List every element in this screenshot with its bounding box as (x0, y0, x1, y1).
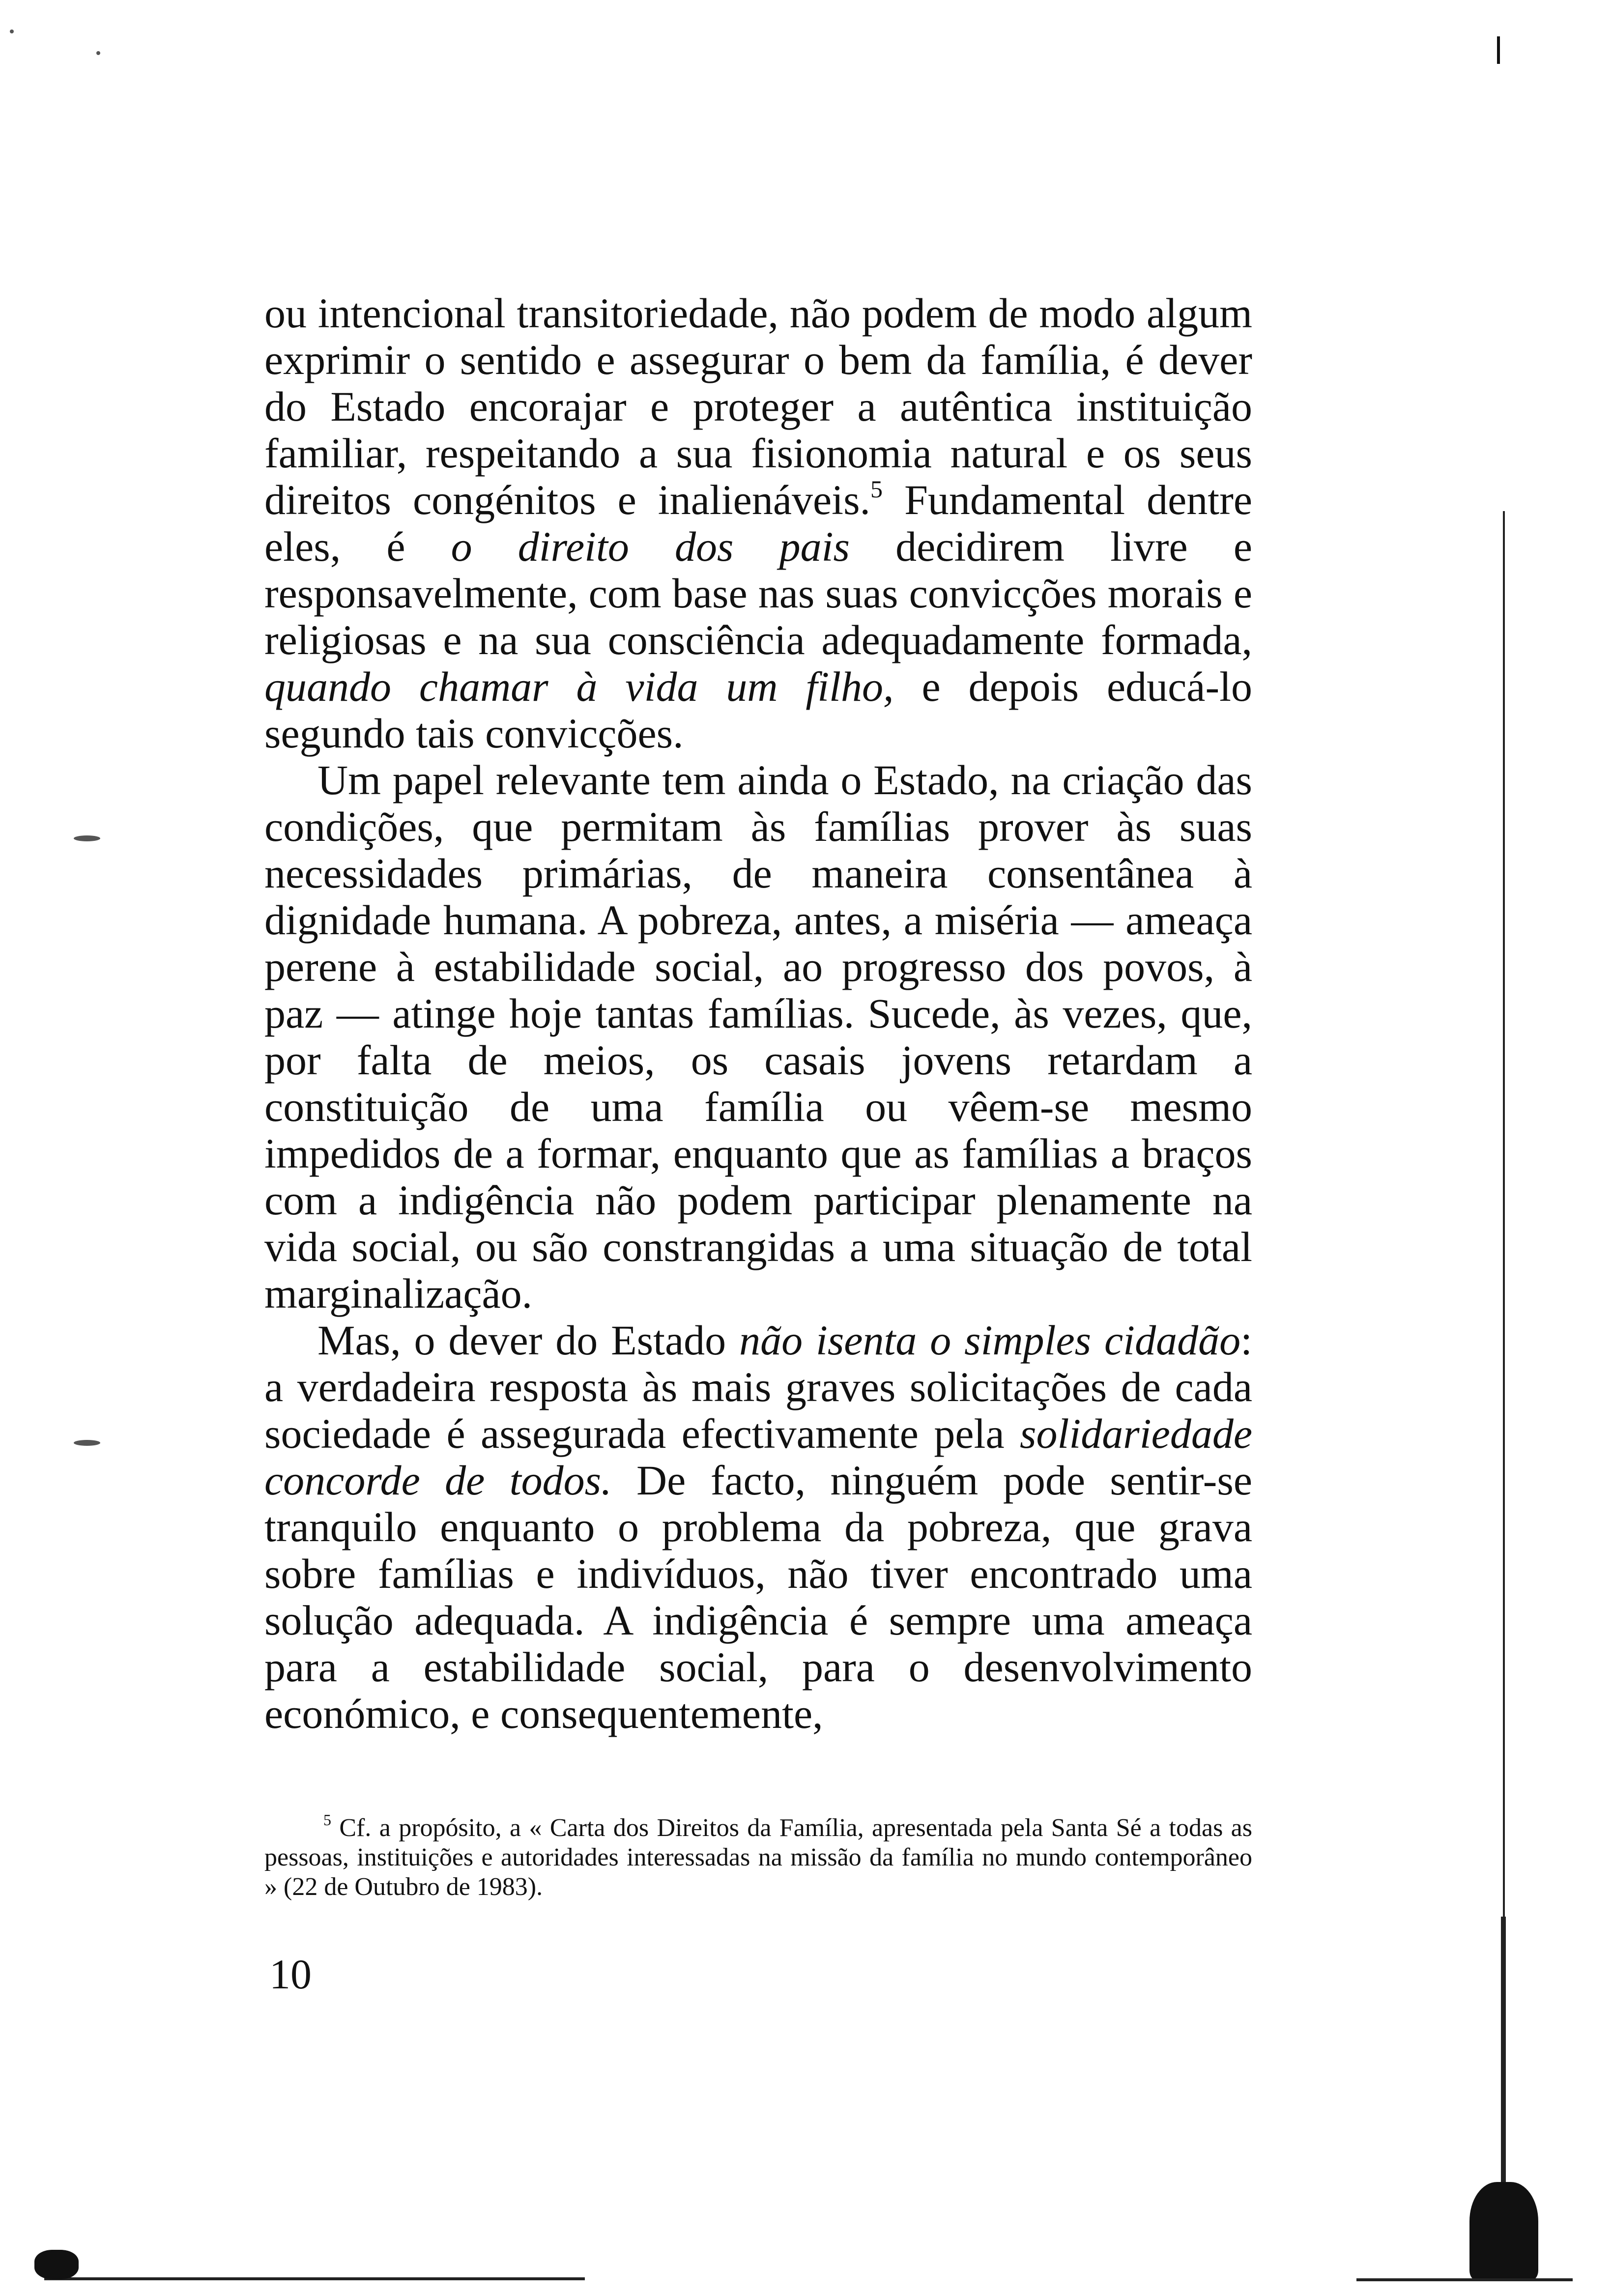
text-run: : a verdadeira resposta às mais graves solicitações de cada sociedade é assegurada efectivamente pela (264, 1317, 1252, 1457)
scan-edge-bottom-right (1356, 2278, 1573, 2281)
scan-artifact-top-right (1497, 36, 1500, 64)
scan-speck (96, 51, 100, 55)
scan-artifact-bottom-left (34, 2250, 79, 2279)
body-paragraph (264, 757, 1252, 1317)
body-paragraph (264, 290, 1252, 757)
scan-edge-bottom (44, 2277, 585, 2280)
italic-text: quando chamar à vida um filho, (264, 663, 894, 710)
body-text (264, 290, 1252, 1737)
footnote-marker: 5 (323, 1811, 331, 1829)
text-run: Mas, o dever do Estado (317, 1317, 740, 1364)
italic-text: não isenta o simples cidadão (739, 1317, 1241, 1364)
scan-artifact-bottom-right (1469, 2182, 1538, 2280)
italic-text: solidariedade concorde de todos. (264, 1410, 1252, 1504)
scan-speck (74, 1440, 100, 1446)
footnote-text: Cf. a propósito, a « Carta dos Direitos da Família, apresentada pela Santa Sé a todas as pessoas, instituições e autoridades interessadas na missão da família no mundo contemporâneo » (22 de Outubro de 1983). (264, 1814, 1252, 1901)
italic-text: o direito dos pais (451, 523, 850, 570)
footnote-reference: 5 (870, 475, 883, 503)
text-run: Fundamental dentre eles, é (264, 476, 1252, 570)
scan-edge-right-lower (1501, 1917, 1506, 2192)
text-run: De facto, ninguém pode sentir-se tranquilo enquanto o problema da pobreza, que grava sobre famílias e indivíduos, não tiver encontrado uma solução adequada. A indigência é sempre uma ameaça para a estabilidade social, para o desenvolvimento económico, e consequentemente, (264, 1457, 1253, 1737)
page-number: 10 (269, 1951, 312, 1998)
scan-speck (10, 29, 14, 33)
text-run: decidirem livre e responsavelmente, com base nas suas convicções morais e religiosas e na sua consciência adequadamente formada, (264, 523, 1252, 663)
text-run: Um papel relevante tem ainda o Estado, na criação das condições, que permitam às famílias prover às suas necessidades primárias, de maneira consentânea à dignidade humana. A pobreza, antes, a miséria — ameaça perene à estabilidade social, ao progresso dos povos, à paz — atinge hoje tantas famílias. Sucede, às vezes, que, por falta de meios, os casais jovens retardam a constituição de uma família ou vêem-se mesmo impedidos de a formar, enquanto que as famílias a braços com a indigência não podem participar plenamente na vida social, ou são constrangidas a uma situação de total marginalização. (264, 756, 1252, 1317)
footnote-paragraph (264, 1813, 1252, 1902)
text-run: e depois educá-lo segundo tais convicções. (264, 663, 1252, 757)
footnote (264, 1813, 1252, 1902)
text-run: ou intencional transitoriedade, não podem de modo algum exprimir o sentido e assegurar o bem da família, é dever do Estado encorajar e proteger a autêntica instituição familiar, respeitando a sua fisionomia natural e os seus direitos congénitos e inalienáveis. (264, 289, 1252, 523)
scan-speck (74, 835, 100, 841)
body-paragraph (264, 1317, 1252, 1737)
